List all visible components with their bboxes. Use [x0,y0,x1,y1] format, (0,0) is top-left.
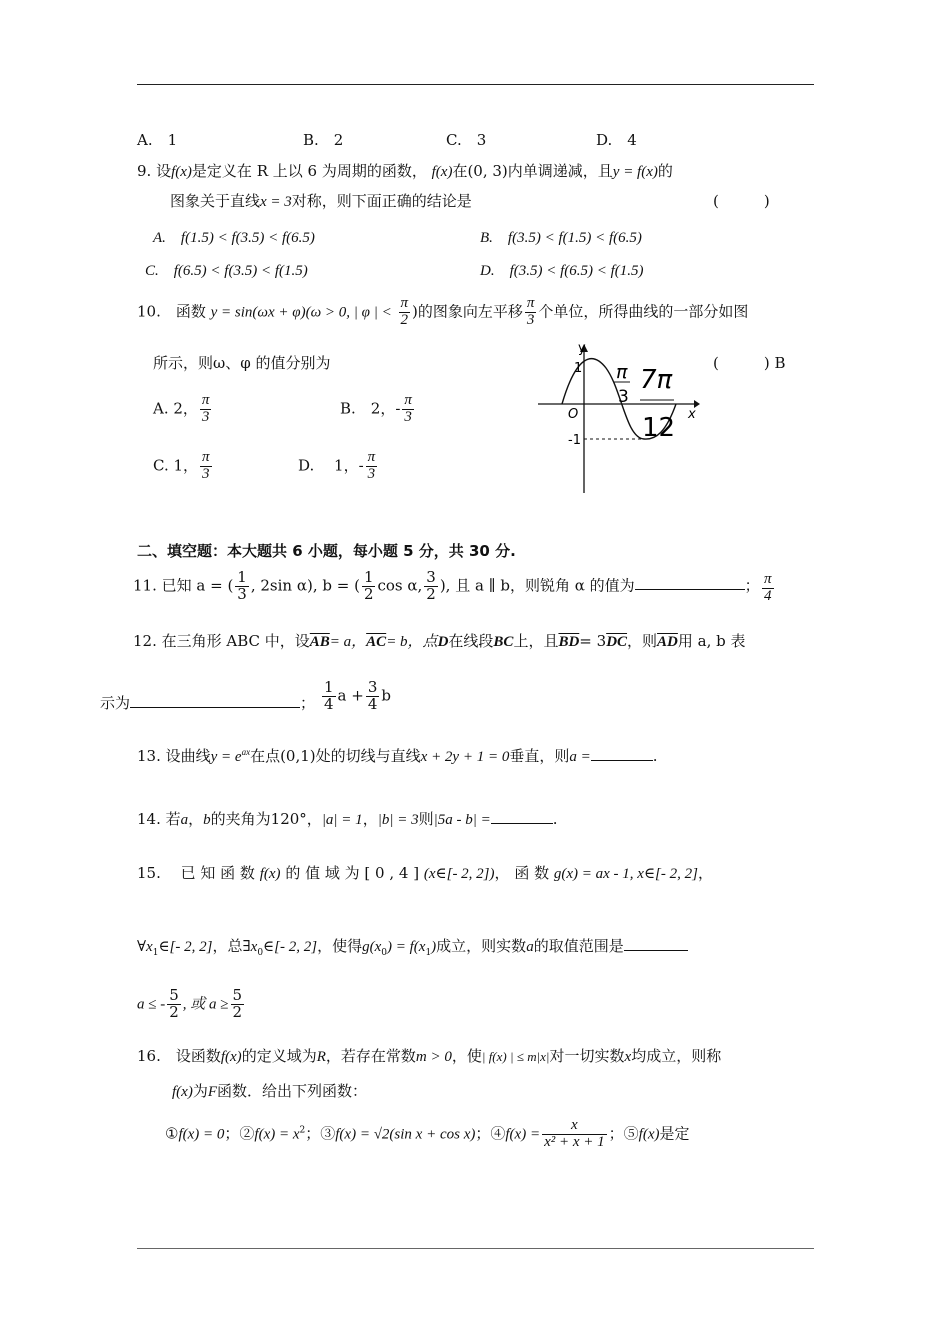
q13-line: 13. 设曲线$y = e^{ax}$在点(0,1)处的切线与直线x + 2y + 1 = 0垂直，则a = . [137,747,658,765]
q15-line1: 15. 已 知 函 数 f(x) 的 值 域 为 [ 0 , 4 ] (x∈[- 2, 2])， 函 数 g(x) = ax - 1, x∈[- 2, 2]， [137,864,713,882]
q8-option-d: D. 4 [596,131,637,149]
q12-line1: 12. 在三角形 ABC 中，设$\overline{AB}= a$，$\overline{AC}= b$，点D在线段BC上，且$\overline{BD}= 3\overline{DC}$，则$\overline{AD}$用 a, b 表 [133,632,746,650]
q10-line1: 10. 函数 y = sin(ωx + φ)(ω > 0, | φ | < $\frac{\pi}{2}$ )的图象向左平移 $\frac{\pi}{3}$ 个单位，所得曲线的一部分如图 [137,295,749,328]
q11-answer: $\frac{\pi}{4}$ [764,571,772,604]
header-rule [137,84,814,85]
y-label: y [578,341,586,356]
q10-sine-graph [534,338,704,500]
tick-neg-one: -1 [568,433,581,448]
q10-answer: ( ) B [713,354,786,372]
q9-line1: 9. 设f(x)是定义在 R 上以 6 为周期的函数， f(x)在(0, 3)内单调递减，且y = f(x)的 [137,162,673,180]
section-2-heading: 二、填空题：本大题共 6 小题，每小题 5 分，共 30 分. [137,542,516,560]
q12-answer-blank[interactable] [130,706,300,708]
q16-line3: ①f(x) = 0；②f(x) = $x^2$；③f(x) = √2(sin x + cos x)；④f(x) = $\frac{x}{\text{x² + x + 1}}$ ；⑤f(x)是定 [165,1117,690,1150]
q9-option-c: C. f(6.5) < f(3.5) < f(1.5) [145,263,308,279]
q12-line2: 示为 ； [100,694,316,712]
q12-answer: $\frac{1}{4}$ a + $\frac{3}{4}$ b [324,678,391,713]
q13-answer-blank[interactable] [591,759,653,761]
q9-line2: 图象关于直线x = 3对称，则下面正确的结论是 [170,192,472,210]
q9-option-b: B. f(3.5) < f(1.5) < f(6.5) [480,230,642,246]
x-label: x [688,407,696,422]
tick-7pi-num: 7π [640,365,673,395]
q10-option-d: D. 1，- $\frac{\pi}{3}$ [298,449,376,482]
tick-pi-num: π [616,361,628,383]
q10-option-c: C. 1， $\frac{\pi}{3}$ [153,449,210,482]
footer-rule [137,1248,814,1249]
origin-label: O [568,407,579,422]
q15-answer: a ≤ - $\frac{5}{2}$ , 或 a ≥ $\frac{5}{2}$ [137,986,243,1021]
q10-line2: 所示，则ω、φ 的值分别为 [153,354,331,372]
q15-answer-blank[interactable] [624,949,688,951]
q11-line: 11. 已知 a = ( $\frac{1}{3}$ , 2sin α), b = ( $\frac{1}{2}$ cos α, $\frac{3}{2}$ ), 且 a ∥ b，则锐角 α 的值为 ； [133,568,760,603]
tick-7pi-den: 12 [642,413,676,443]
q16-line2: f(x)为F函数．给出下列函数： [172,1082,368,1100]
tick-pi-den: 3 [618,387,629,407]
q15-line2: $\forall x_1\in[-$ 2, 2]，总$\exists x_0\in[-$ 2, 2]，使得$g(x_0) = f(x_1)$成立，则实数a的取值范围是 [137,935,688,958]
q9-answer-paren: ( ) [713,192,770,210]
q10-option-a: A. 2， $\frac{\pi}{3}$ [153,392,210,425]
q16-line1: 16. 设函数f(x)的定义域为R，若存在常数m > 0，使| f(x) | ≤ m|x|对一切实数x均成立，则称 [137,1047,722,1065]
q9-option-a: A. f(1.5) < f(3.5) < f(6.5) [153,230,315,246]
q9-option-d: D. f(3.5) < f(6.5) < f(1.5) [480,263,644,279]
tick-one: 1 [574,361,583,376]
q11-answer-blank[interactable] [635,588,745,590]
q8-option-a: A. 1 [137,131,178,149]
q14-line: 14. 若a，b的夹角为120°，|a| = 1，|b| = 3则|5a - b| = . [137,810,558,828]
q14-answer-blank[interactable] [491,822,553,824]
q10-option-b: B. 2，- $\frac{\pi}{3}$ [340,392,412,425]
q8-option-b: B. 2 [303,131,344,149]
q8-option-c: C. 3 [446,131,487,149]
